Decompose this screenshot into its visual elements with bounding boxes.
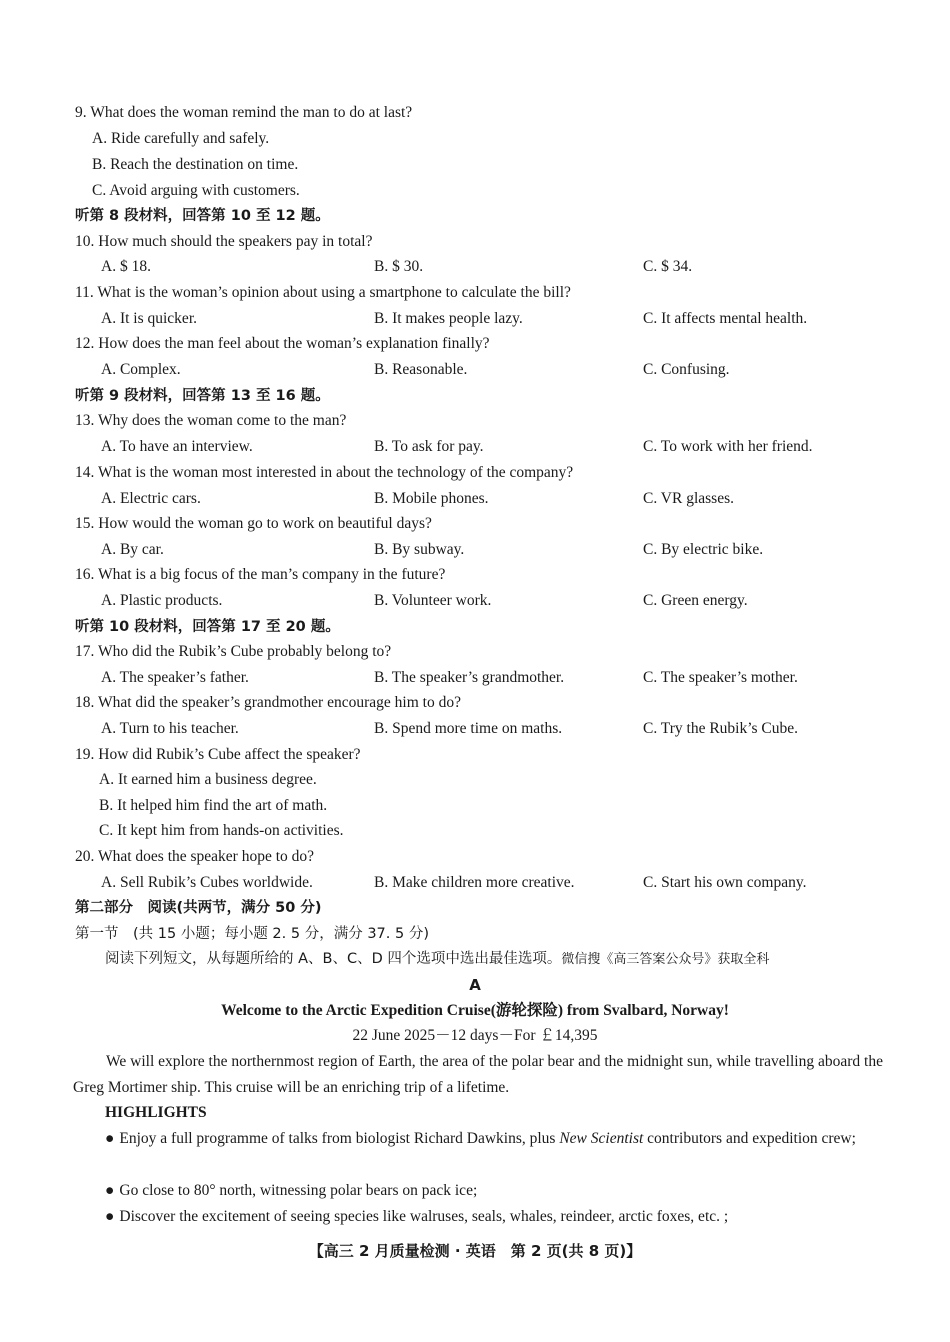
- question-20-option-c: C. Start his own company.: [643, 874, 807, 891]
- question-15-option-a: A. By car.: [101, 541, 164, 558]
- question-16-option-a: A. Plastic products.: [101, 592, 223, 609]
- section-1-heading: 第一节 (共 15 小题；每小题 2. 5 分，满分 37. 5 分): [75, 926, 429, 942]
- highlight-1-magazine: New Scientist: [559, 1130, 644, 1147]
- highlight-1: [73, 1126, 883, 1152]
- bullet-icon: ●: [105, 1182, 115, 1199]
- question-10-option-a: A. $ 18.: [101, 258, 151, 275]
- question-12-option-a: A. Complex.: [101, 361, 181, 378]
- question-14-option-c: C. VR glasses.: [643, 490, 735, 507]
- section-8-heading: 听第 8 段材料，回答第 10 至 12 题。: [75, 208, 330, 224]
- question-10-option-b: B. $ 30.: [374, 258, 424, 275]
- highlight-2: [105, 1181, 477, 1201]
- question-20-option-b: B. Make children more creative.: [374, 874, 575, 891]
- question-14-stem: 14. What is the woman most interested in about the technology of the company?: [75, 464, 574, 481]
- question-13-option-c: C. To work with her friend.: [643, 438, 813, 455]
- question-15-stem: 15. How would the woman go to work on beautiful days?: [75, 515, 432, 532]
- question-18-stem: 18. What did the speaker’s grandmother encourage him to do?: [75, 694, 461, 711]
- question-19-stem: 19. How did Rubik’s Cube affect the speaker?: [75, 746, 361, 763]
- highlight-3: [105, 1207, 728, 1227]
- question-11-stem: 11. What is the woman’s opinion about using a smartphone to calculate the bill?: [75, 284, 571, 301]
- question-19-option-b: B. It helped him find the art of math.: [99, 797, 328, 814]
- page-footer: 【高三 2 月质量检测 · 英语 第 2 页(共 8 页)】: [308, 1242, 642, 1260]
- question-14-option-a: A. Electric cars.: [101, 490, 201, 507]
- passage-title: Welcome to the Arctic Expedition Cruise(游轮探险) from Svalbard, Norway!: [221, 1002, 729, 1019]
- section-9-heading: 听第 9 段材料，回答第 13 至 16 题。: [75, 388, 330, 404]
- question-19-option-c: C. It kept him from hands-on activities.: [99, 822, 344, 839]
- question-18-option-b: B. Spend more time on maths.: [374, 720, 563, 737]
- wechat-note: 微信搜《高三答案公众号》获取全科: [561, 952, 770, 967]
- question-13-option-b: B. To ask for pay.: [374, 438, 484, 455]
- question-19-option-a: A. It earned him a business degree.: [99, 771, 317, 788]
- bullet-icon: ●: [105, 1208, 115, 1225]
- highlight-3-text: Discover the excitement of seeing species like walruses, seals, whales, reindeer, arctic foxes, etc. ;: [119, 1208, 729, 1225]
- question-15-option-b: B. By subway.: [374, 541, 465, 558]
- question-17-option-a: A. The speaker’s father.: [101, 669, 249, 686]
- question-11-option-c: C. It affects mental health.: [643, 310, 808, 327]
- question-11-option-b: B. It makes people lazy.: [374, 310, 523, 327]
- question-18-option-c: C. Try the Rubik’s Cube.: [643, 720, 799, 737]
- passage-subtitle: 22 June 2025－12 days－For ￡14,395: [352, 1027, 598, 1044]
- question-17-option-b: B. The speaker’s grandmother.: [374, 669, 565, 686]
- question-16-option-b: B. Volunteer work.: [374, 592, 492, 609]
- question-9-option-a: A. Ride carefully and safely.: [92, 130, 270, 147]
- highlight-1-text-end: contributors and expedition crew;: [643, 1130, 856, 1147]
- question-20-stem: 20. What does the speaker hope to do?: [75, 848, 315, 865]
- highlight-2-text: Go close to 80° north, witnessing polar bears on pack ice;: [119, 1182, 478, 1199]
- question-16-option-c: C. Green energy.: [643, 592, 748, 609]
- question-11-option-a: A. It is quicker.: [101, 310, 197, 327]
- question-20-option-a: A. Sell Rubik’s Cubes worldwide.: [101, 874, 313, 891]
- instruction-text: 阅读下列短文，从每题所给的 A、B、C、D 四个选项中选出最佳选项。: [105, 951, 562, 967]
- highlight-1-text-start: Enjoy a full programme of talks from biologist Richard Dawkins, plus: [119, 1130, 560, 1147]
- question-12-stem: 12. How does the man feel about the woman’s explanation finally?: [75, 335, 490, 352]
- question-12-option-b: B. Reasonable.: [374, 361, 468, 378]
- bullet-icon: ●: [105, 1130, 115, 1147]
- question-14-option-b: B. Mobile phones.: [374, 490, 489, 507]
- question-18-option-a: A. Turn to his teacher.: [101, 720, 239, 737]
- question-10-stem: 10. How much should the speakers pay in total?: [75, 233, 373, 250]
- question-12-option-c: C. Confusing.: [643, 361, 730, 378]
- highlights-label: HIGHLIGHTS: [105, 1104, 207, 1121]
- passage-letter: A: [469, 976, 481, 994]
- question-13-stem: 13. Why does the woman come to the man?: [75, 412, 347, 429]
- question-17-stem: 17. Who did the Rubik’s Cube probably belong to?: [75, 643, 392, 660]
- question-13-option-a: A. To have an interview.: [101, 438, 253, 455]
- question-15-option-c: C. By electric bike.: [643, 541, 764, 558]
- question-9-option-c: C. Avoid arguing with customers.: [92, 182, 300, 199]
- question-17-option-c: C. The speaker’s mother.: [643, 669, 798, 686]
- section-10-heading: 听第 10 段材料，回答第 17 至 20 题。: [75, 619, 340, 635]
- reading-instruction: [105, 949, 769, 970]
- question-9-option-b: B. Reach the destination on time.: [92, 156, 299, 173]
- question-9-stem: 9. What does the woman remind the man to do at last?: [75, 104, 413, 121]
- part-2-heading: 第二部分 阅读(共两节，满分 50 分): [75, 900, 322, 916]
- intro-paragraph: We will explore the northernmost region of Earth, the area of the polar bear and the midnight sun, while travelling aboard the Greg Mortimer ship. This cruise will be an enriching trip of a lifetime.: [73, 1053, 883, 1096]
- question-10-option-c: C. $ 34.: [643, 258, 693, 275]
- question-16-stem: 16. What is a big focus of the man’s company in the future?: [75, 566, 446, 583]
